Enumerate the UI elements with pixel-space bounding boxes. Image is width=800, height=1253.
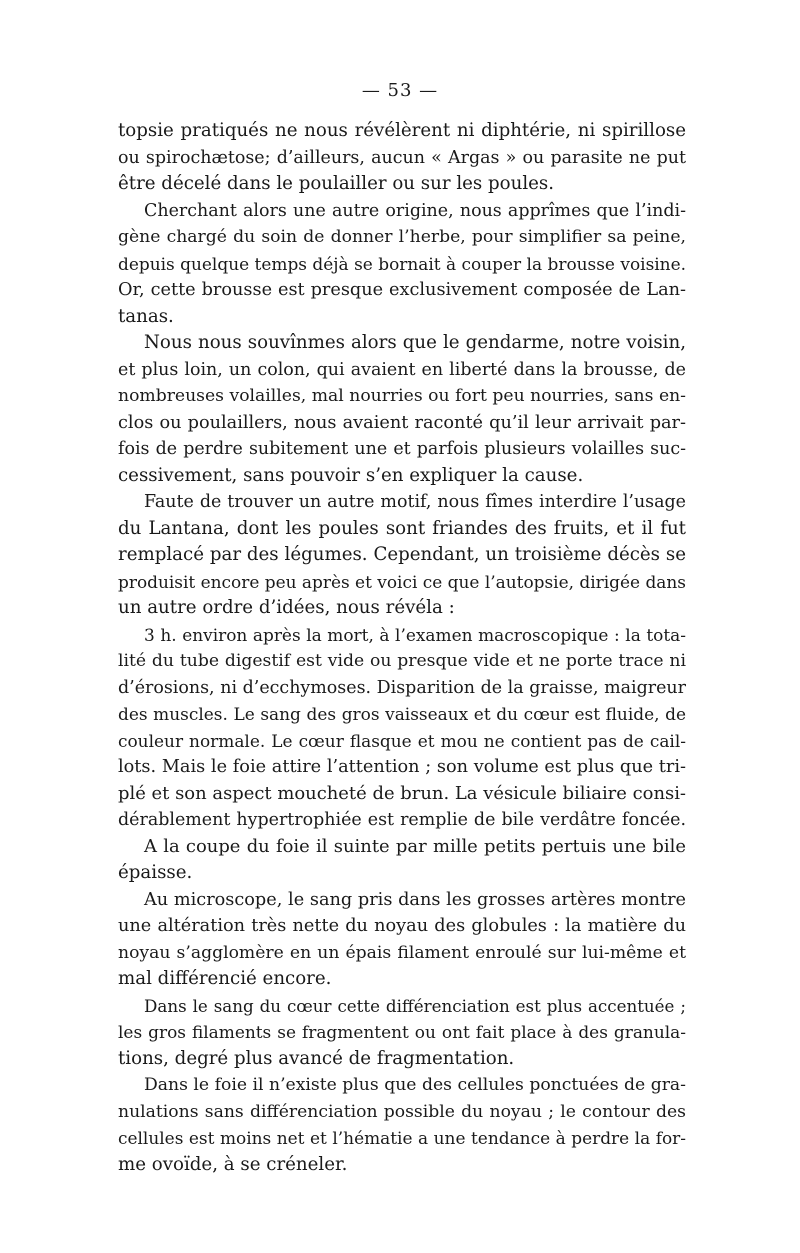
text-line: couleur normale. Le cœur flasque et mou ne contient pas de cail- bbox=[118, 730, 686, 751]
text-line: Dans le sang du cœur cette différenciation est plus accentuée ; bbox=[144, 995, 686, 1016]
text-line: Cherchant alors une autre origine, nous apprîmes que l’indi- bbox=[144, 200, 686, 221]
text-line: Dans le foie il n’existe plus que des cellules ponctuées de gra- bbox=[144, 1075, 686, 1095]
text-line: lots. Mais le foie attire l’attention ; son volume est plus que tri- bbox=[118, 757, 686, 777]
text-line: un autre ordre d’idées, nous révéla : bbox=[118, 597, 455, 618]
text-line: dérablement hypertrophiée est remplie de bile verdâtre foncée. bbox=[118, 810, 686, 830]
text-line: nulations sans différenciation possible du noyau ; le contour des bbox=[118, 1101, 686, 1122]
text-line: depuis quelque temps déjà se bornait à couper la brousse voisine. bbox=[118, 253, 686, 274]
text-line: Nous nous souvînmes alors que le gendarme, notre voisin, bbox=[144, 332, 686, 353]
text-line: clos ou poulaillers, nous avaient raconté qu’il leur arrivait par- bbox=[118, 412, 686, 433]
text-line: fois de perdre subitement une et parfois plusieurs volailles suc- bbox=[118, 439, 686, 459]
body-text bbox=[118, 118, 686, 1178]
text-line: une altération très nette du noyau des globules : la matière du bbox=[118, 916, 686, 936]
text-line: et plus loin, un colon, qui avaient en liberté dans la brousse, de bbox=[118, 359, 686, 380]
text-line: du Lantana, dont les poules sont friandes des fruits, et il fut bbox=[118, 517, 686, 539]
text-line: topsie pratiqués ne nous révélèrent ni diphtérie, ni spirillose bbox=[118, 120, 686, 141]
text-line: me ovoïde, à se créneler. bbox=[118, 1153, 348, 1175]
text-line: ou spirochætose; d’ailleurs, aucun « Argas » ou parasite ne put bbox=[118, 147, 686, 168]
text-line: 3 h. environ après la mort, à l’examen macroscopique : la tota- bbox=[144, 624, 686, 645]
text-line: gène chargé du soin de donner l’herbe, pour simplifier sa peine, bbox=[118, 227, 686, 247]
text-line: plé et son aspect moucheté de brun. La vésicule biliaire consi- bbox=[118, 782, 686, 804]
text-line: produisit encore peu après et voici ce que l’autopsie, dirigée dans bbox=[118, 571, 686, 592]
text-line: cessivement, sans pouvoir s’en expliquer la cause. bbox=[118, 464, 584, 486]
text-line: tanas. bbox=[118, 305, 174, 327]
text-line: être décelé dans le poulailler ou sur les poules. bbox=[118, 173, 555, 194]
text-line: Faute de trouver un autre motif, nous fîmes interdire l’usage bbox=[144, 492, 686, 512]
text-line: nombreuses volailles, mal nourries ou fort peu nourries, sans en- bbox=[118, 386, 686, 406]
page-number: — 53 — bbox=[361, 80, 439, 101]
text-line: Or, cette brousse est presque exclusivement composée de Lan- bbox=[118, 280, 686, 300]
text-line: épaisse. bbox=[118, 862, 193, 883]
text-line: lité du tube digestif est vide ou presque vide et ne porte trace ni bbox=[118, 651, 686, 671]
text-line: mal différencié encore. bbox=[118, 968, 332, 989]
text-line: cellules est moins net et l’hématie a une tendance à perdre la for- bbox=[118, 1128, 686, 1148]
text-line: tions, degré plus avancé de fragmentation. bbox=[118, 1047, 515, 1069]
text-line: les gros filaments se fragmentent ou ont fait place à des granula- bbox=[118, 1022, 686, 1042]
text-line: Au microscope, le sang pris dans les grosses artères montre bbox=[144, 889, 686, 910]
text-line: des muscles. Le sang des gros vaisseaux et du cœur est fluide, de bbox=[118, 704, 686, 724]
text-line: A la coupe du foie il suinte par mille petits pertuis une bile bbox=[144, 835, 686, 857]
text-line: noyau s’agglomère en un épais filament enroulé sur lui-même et bbox=[118, 942, 686, 963]
text-line: d’érosions, ni d’ecchymoses. Disparition de la graisse, maigreur bbox=[118, 677, 686, 698]
text-line: remplacé par des légumes. Cependant, un troisième décès se bbox=[118, 544, 686, 565]
